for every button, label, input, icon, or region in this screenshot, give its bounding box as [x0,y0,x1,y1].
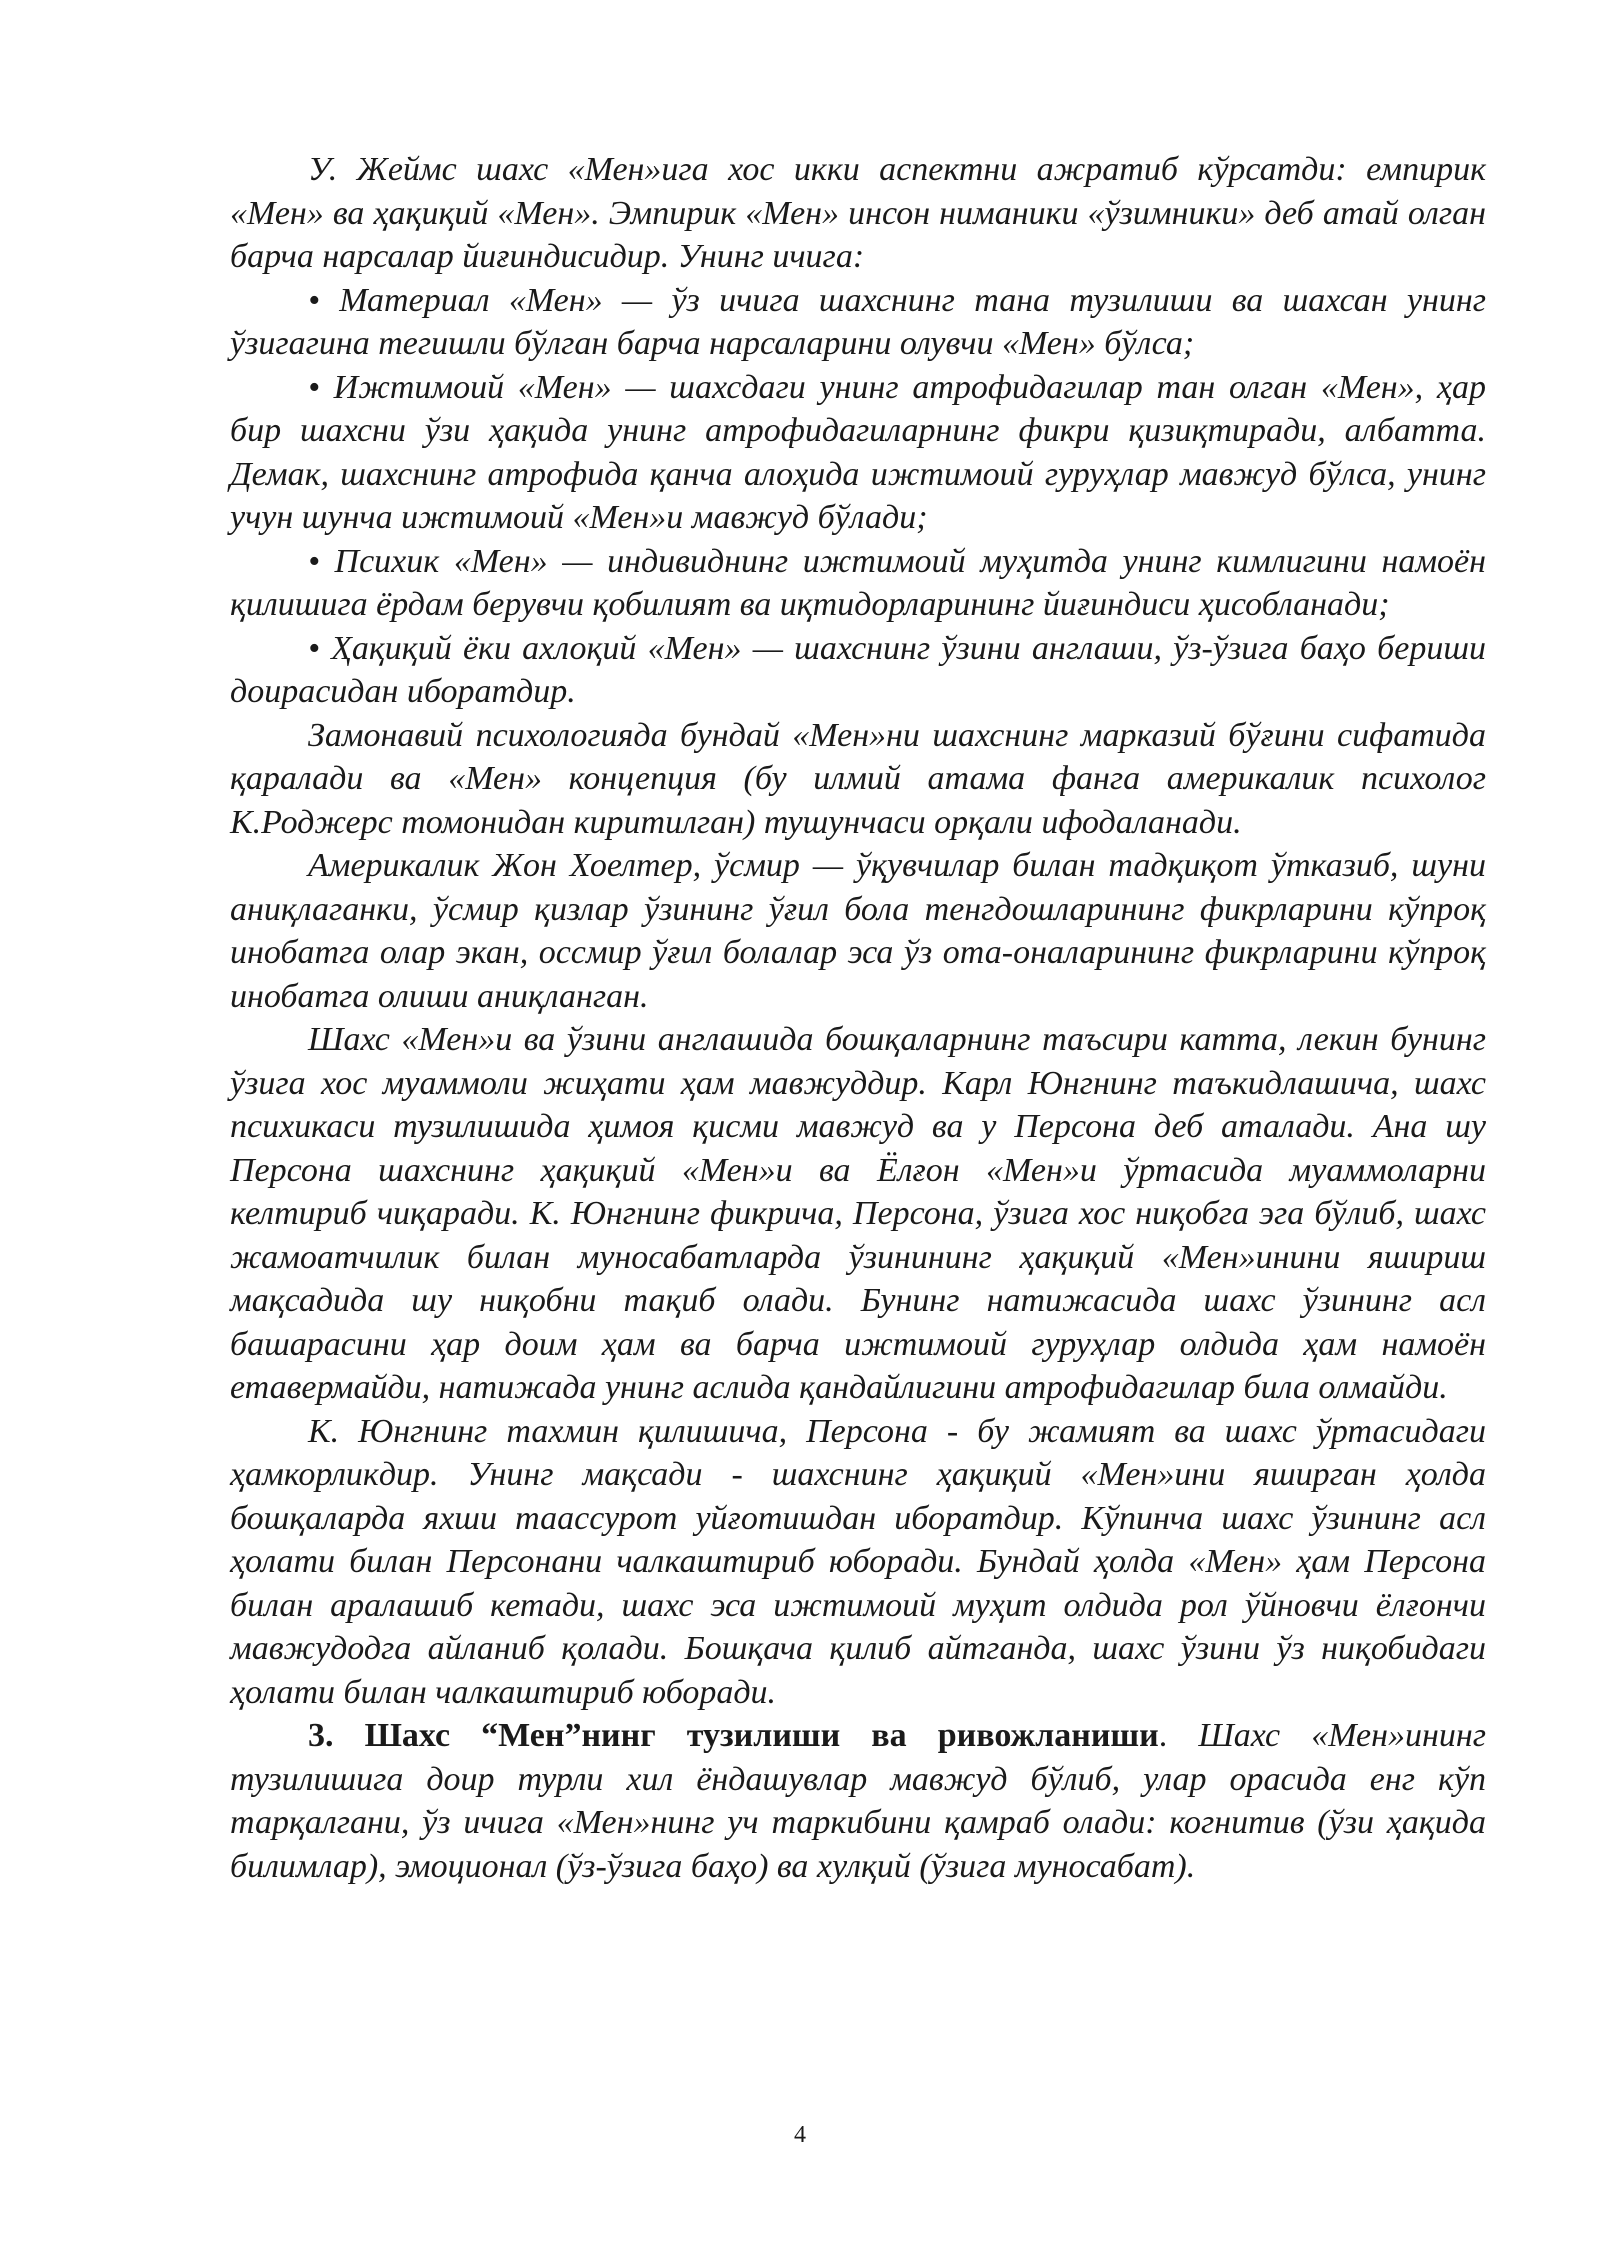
section-text: Шахс «Мен»ининг тузилишига доир турли хил ёндашувлар мавжуд бўлиб, улар орасида енг кўп тарқалгани, ўз ичига «Мен»нинг уч таркибини қамраб олади: когнитив (ўзи ҳақида билимлар), эмоционал (ўз-ўзига баҳо) ва хулқий (ўзига муносабат). [230,1717,1487,1885]
list-item-material-self: • Материал «Мен» — ўз ичига шахснинг тана тузилиши ва шахсан унинг ўзигагина тегишли бўлган барча нарсаларини олувчи «Мен» бўлса; [230,281,1486,362]
list-item-true-self: • Ҳақиқий ёки ахлоқий «Мен» — шахснинг ўзини англаши, ўз-ўзига баҳо бериши доирасидан иборатдир. [230,629,1486,710]
paragraph-jung-persona: Шахс «Мен»и ва ўзини англашида бошқаларнинг таъсири катта, лекин бунинг ўзига хос муаммоли жиҳати ҳам мавжуддир. Карл Юнгнинг таъкидлашича, шахс психикаси тузилишида ҳимоя қисми мавжуд ва у Персона деб аталади. Ана шу Персона шахснинг ҳақиқий «Мен»и ва Ёлғон «Мен»и ўртасида муаммоларни келтириб чиқаради. К. Юнгнинг фикрича, Персона, ўзига хос ниқобга эга бўлиб, шахс жамоатчилик билан муносабатларда ўзинининг ҳақиқий «Мен»инини яшириш мақсадида шу ниқобни тақиб олади. Бунинг натижасида шахс ўзининг асл башарасини ҳар доим ҳам ва барча ижтимоий гуруҳлар олдида ҳам намоён етавермайди, натижада унинг аслида қандайлигини атрофидагилар била олмайди. [230,1021,1486,1406]
list-item-social-self: • Ижтимоий «Мен» — шахсдаги унинг атрофидагилар тан олган «Мен», ҳар бир шахсни ўзи ҳақида унинг атрофидагиларнинг фикри қизиқтиради, албатта. Демак, шахснинг атрофида қанча алоҳида ижтимоий гуруҳлар мавжуд бўлса, унинг учун шунча ижтимоий «Мен»и мавжуд бўлади; [230,368,1486,536]
paragraph-hoelter-study: Америкалик Жон Хоелтер, ўсмир — ўқувчилар билан тадқиқот ўтказиб, шуни аниқлаганки, ўсмир қизлар ўзининг ўғил бола тенгдошларининг фикрларини кўпроқ инобатга олар экан, оссмир ўғил болалар эса ўз ота-оналарининг фикрларини кўпроқ инобатга олиши аниқланган. [230,847,1486,1015]
paragraph-james-aspects: У. Жеймс шахс «Мен»ига хос икки аспектни ажратиб кўрсатди: емпирик «Мен» ва ҳақиқий «Мен». Эмпирик «Мен» инсон ниманики «ўзимники» деб атай олган барча нарсалар йиғиндисидир. Унинг ичига: [230,151,1486,275]
section-paragraph [230,1714,1486,1888]
list-item-psychic-self: • Психик «Мен» — индивиднинг ижтимоий муҳитда унинг кимлигини намоён қилишига ёрдам берувчи қобилият ва иқтидорларининг йиғиндиси ҳисобланади; [230,542,1486,623]
paragraph-self-concept: Замонавий психологияда бундай «Мен»ни шахснинг марказий бўғини сифатида қаралади ва «Мен» концепция (бу илмий атама фанга америкалик психолог К.Роджерс томонидан киритилган) тушунчаси орқали ифодаланади. [230,716,1486,841]
paragraph-persona-cooperation: К. Юнгнинг тахмин қилишича, Персона - бу жамият ва шахс ўртасидаги ҳамкорликдир. Унинг мақсади - шахснинг ҳақиқий «Мен»ини яширган ҳолда бошқаларда яхши таассурот уйғотишдан иборатдир. Кўпинча шахс ўзининг асл ҳолати билан Персонани чалкаштириб юборади. Бундай ҳолда «Мен» ҳам Персона билан аралашиб кетади, шахс эса ижтимоий муҳит олдида рол ўйновчи ёлғончи мавжудодга айланиб қолади. Бошқача қилиб айтганда, шахс ўзини ўз ниқобидаги ҳолати билан чалкаштириб юборади. [230,1412,1486,1711]
document-body [230,148,1486,1888]
section-heading: 3. Шахс “Мен”нинг тузилиши ва ривожланиши [308,1717,1159,1754]
page-number: 4 [794,2122,806,2148]
section-heading-period: . [1158,1717,1168,1754]
